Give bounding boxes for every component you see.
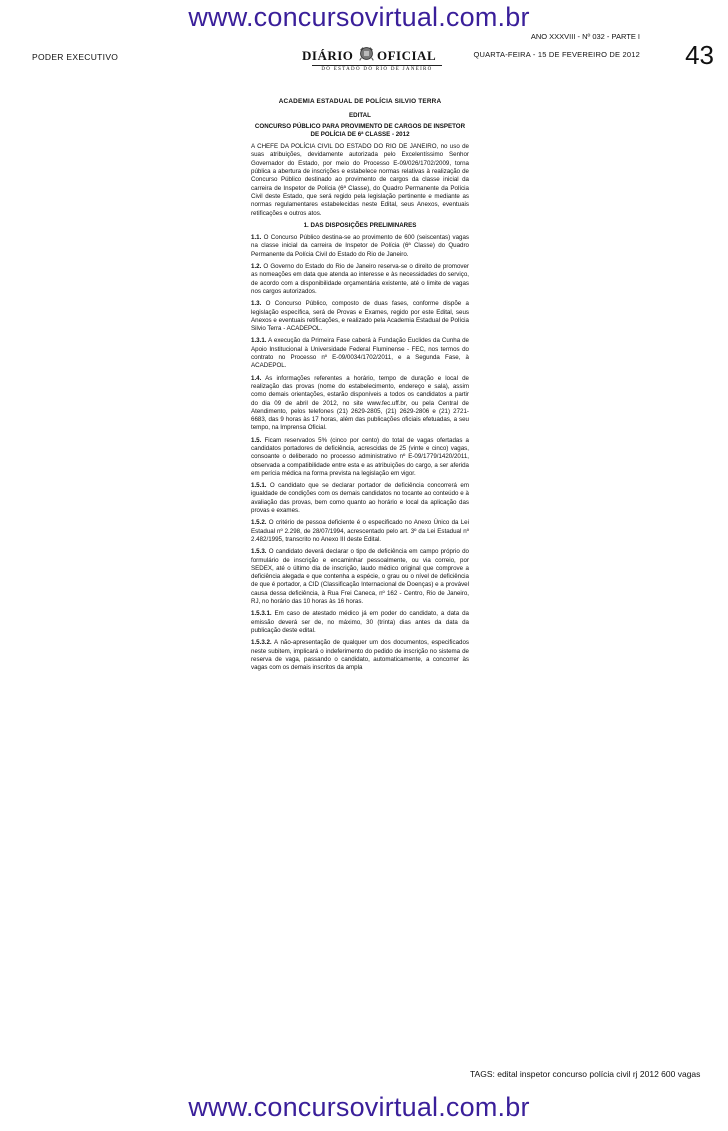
edital-item <box>251 375 469 433</box>
concurso-title: CONCURSO PÚBLICO PARA PROVIMENTO DE CARGOS DE INSPETOR DE POLÍCIA DE 6ª CLASSE - 2012 <box>254 122 466 138</box>
item-number: 1.5.3. <box>251 548 267 556</box>
item-text: O candidato deverá declarar o tipo de deficiência em campo próprio do formulário de inscrição e encaminhar pessoalmente, ou via correio, por SEDEX, até o último dia de inscrição, laudo médico original que comprove a deficiência alegada e que contenha a espécie, o grau ou o nível de deficiência de que é portador, a CID (Classificação Internacional de Doenças) e a provável causa dessa deficiência, à Rua Frei Caneca, nº 162 - Centro, Rio de Janeiro, RJ, no horário das 10 horas às 16 horas. <box>251 548 469 606</box>
edital-item <box>251 263 469 296</box>
item-text: O Concurso Público destina-se ao provimento de 600 (seiscentas) vagas na classe inicial da carreira de Inspetor de Polícia (6ª Classe) do Quadro Permanente da Polícia Civil do Estado do Rio de Janeiro. <box>251 234 469 258</box>
item-text: O candidato que se declarar portador de deficiência concorrerá em igualdade de condições com os demais candidatos no tocante ao conteúdo e à avaliação das provas, bem como quanto ao horário e local da aplicação das provas e exames. <box>251 482 469 515</box>
edital-title: EDITAL <box>349 112 371 120</box>
edital-item <box>251 234 469 259</box>
item-text: A não-apresentação de qualquer um dos documentos, especificados neste subitem, implicará o indeferimento do pedido de inscrição no sistema de reserva de vaga, passando o candidato, automaticamente, a concorrer às vagas com os demais inscritos da ampla <box>251 639 469 672</box>
logo-word-oficial: OFICIAL <box>377 48 437 63</box>
section-label: PODER EXECUTIVO <box>32 52 119 62</box>
edital-item <box>251 639 469 672</box>
section-heading: 1. DAS DISPOSIÇÕES PRELIMINARES <box>303 221 417 229</box>
coat-of-arms-icon <box>358 45 375 62</box>
item-number: 1.5.3.2. <box>251 639 272 647</box>
item-text: O critério de pessoa deficiente é o especificado no Anexo Único da Lei Estadual nº 2.298, de 28/07/1994, acrescentado pelo art. 3º da Lei Estadual nº 2.482/1995, transcrito no Anexo III deste Edital. <box>251 519 469 543</box>
item-number: 1.2. <box>251 263 262 271</box>
institution-title: ACADEMIA ESTADUAL DE POLÍCIA SILVIO TERRA <box>278 98 442 105</box>
edital-item <box>251 337 469 370</box>
page-header <box>32 30 722 70</box>
item-number: 1.3. <box>251 300 262 308</box>
item-number: 1.5.1. <box>251 482 267 490</box>
edital-item <box>251 482 469 515</box>
item-number: 1.4. <box>251 374 262 382</box>
logo-word-diario: DIÁRIO <box>302 48 354 63</box>
edital-column <box>251 98 469 676</box>
item-text: O Concurso Público, composto de duas fases, conforme dispõe a legislação específica, será de Provas e Exames, regido por este Edital, seus Anexos e eventuais retificações, e realizado pela Academia Estadual de Polícia Silvio Terra - ACADEPOL. <box>251 300 469 333</box>
edition-date: QUARTA-FEIRA - 15 DE FEVEREIRO DE 2012 <box>473 50 640 59</box>
edital-item <box>251 519 469 544</box>
items-list <box>251 234 469 672</box>
intro-paragraph: A CHEFE DA POLÍCIA CIVIL DO ESTADO DO RIO DE JANEIRO, no uso de suas atribuições, devidamente autorizada pelo Excelentíssimo Senhor Governador do Estado, por meio do Processo E-09/026/1702/2009, torna pública a abertura de inscrições e estabelece normas relativas à realização de Concurso Público destinado ao provimento de cargos da classe inicial da carreira de Inspetor de Polícia (6ª Classe), do Quadro Permanente da Polícia Civil deste Estado, que será regido pela legislação pertinente e mediante as normas regulamentares estabelecidas neste Edital, seus Anexos, eventuais retificações e outros atos. <box>251 143 469 217</box>
item-text: Em caso de atestado médico já em poder do candidato, a data da emissão deverá ser de, no máximo, 30 (trinta) dias antes da data da publicação deste edital. <box>251 610 469 634</box>
item-number: 1.3.1. <box>251 337 267 345</box>
item-text: As informações referentes a horário, tempo de duração e local de realização das provas (nome do estabelecimento, endereço e sala), assim como demais orientações, estarão disponíveis a todos os candidatos a partir do dia 09 de abril de 2012, no site www.fec.uff.br, ou pela Central de Atendimento, pelos telefones (21) 2629-2805, (21) 2629-2806 e (21) 2721-6683, das 9 horas às 17 horas, além das publicações oficiais efetuadas, a seu tempo, na Imprensa Oficial. <box>251 374 469 432</box>
page-number: 43 <box>685 40 714 70</box>
site-url-top[interactable]: www.concursovirtual.com.br <box>188 2 530 32</box>
site-url-bottom[interactable]: www.concursovirtual.com.br <box>188 1092 530 1122</box>
item-text: O Governo do Estado do Rio de Janeiro reserva-se o direito de promover as nomeações em data que atenda ao interesse e às necessidades do serviço, de acordo com a disponibilidade orçamentária existente, até o limite de vagas nos cargos autorizados. <box>251 263 469 295</box>
edital-item <box>251 610 469 635</box>
edital-item <box>251 300 469 333</box>
diario-oficial-logo <box>302 42 452 70</box>
edition-info: ANO XXXVIII - Nº 032 - PARTE I <box>530 32 640 41</box>
edital-item <box>251 437 469 478</box>
tags-line: TAGS: edital inspetor concurso polícia civil rj 2012 600 vagas <box>470 1069 701 1079</box>
logo-subtitle: DO ESTADO DO RIO DE JANEIRO <box>312 65 442 72</box>
item-number: 1.5. <box>251 436 262 444</box>
item-number: 1.5.3.1. <box>251 610 272 618</box>
item-text: A execução da Primeira Fase caberá à Fundação Euclides da Cunha de Apoio Institucional à Universidade Federal Fluminense - FEC, nos termos do contrato no Processo nº E-09/0034/1702/2011, e a Segunda Fase, à ACADEPOL. <box>251 337 469 370</box>
edital-item <box>251 548 469 606</box>
item-number: 1.1. <box>251 234 262 242</box>
item-number: 1.5.2. <box>251 519 267 527</box>
item-text: Ficam reservados 5% (cinco por cento) do total de vagas ofertadas a candidatos portadores de deficiência, acrescidas de 25 (vinte e cinco) vagas, consoante o deliberado no processo administrativo nº E-09/1779/1420/2011, observada a compatibilidade entre esta e as atribuições do cargo, a ser aferida em perícia médica na forma prevista na legislação em vigor. <box>251 436 469 477</box>
